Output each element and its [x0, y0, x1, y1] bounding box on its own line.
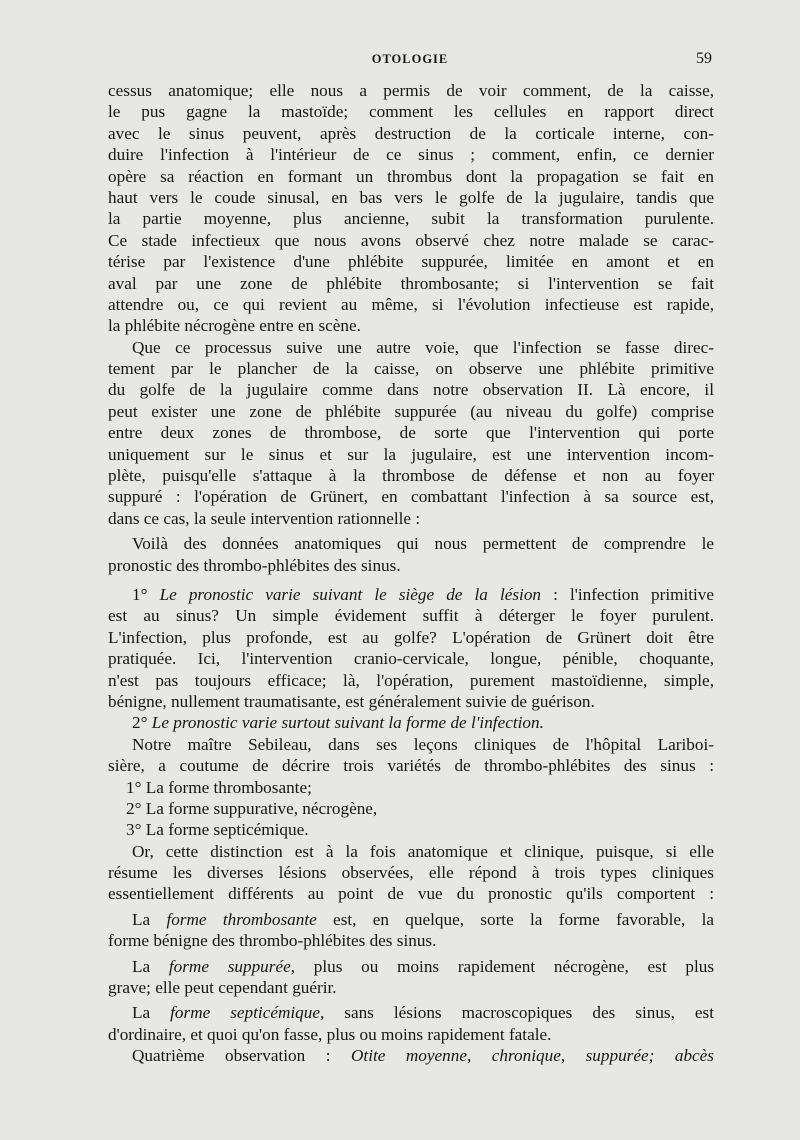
text-line: résume les diverses lésions observées, elle répond à trois types cliniques: [108, 863, 714, 883]
text-line: essentiellement différents au point de vue du pronostic qu'ils comportent :: [108, 884, 714, 904]
text-line: suppuré : l'opération de Grünert, en combattant l'infection à sa source est,: [108, 487, 714, 507]
text-line: Ce stade infectieux que nous avons observé chez notre malade se carac-: [108, 230, 714, 250]
text-line: opère sa réaction en formant un thrombus dont la propagation se fait en: [108, 166, 714, 186]
text-line: La forme septicémique, sans lésions macroscopiques des sinus, est: [132, 1003, 714, 1023]
text-line: térise par l'existence d'une phlébite suppurée, limitée en amont et en: [108, 252, 714, 272]
text-line: bénigne, nullement traumatisante, est généralement suivie de guérison.: [108, 691, 595, 711]
text-line: la partie moyenne, plus ancienne, subit la transformation purulente.: [108, 209, 714, 229]
text-line: Que ce processus suive une autre voie, que l'infection se fasse direc-: [132, 337, 714, 357]
text-line: peut exister une zone de phlébite suppurée (au niveau du golfe) comprise: [108, 401, 714, 421]
text-line: sière, a coutume de décrire trois variétés de thrombo-phlébites des sinus :: [108, 756, 714, 776]
page-number: 59: [696, 50, 712, 67]
text-line: Notre maître Sebileau, dans ses leçons cliniques de l'hôpital Lariboi-: [132, 734, 714, 754]
text-line: forme bénigne des thrombo-phlébites des sinus.: [108, 931, 437, 951]
text-line: cessus anatomique; elle nous a permis de voir comment, de la caisse,: [108, 81, 714, 100]
text-line: Voilà des données anatomiques qui nous permettent de comprendre le: [132, 534, 714, 554]
text-line: La forme thrombosante est, en quelque, sorte la forme favorable, la: [132, 909, 714, 929]
text-line: le pus gagne la mastoïde; comment les cellules en rapport direct: [108, 102, 714, 122]
text-line: pronostic des thrombo-phlébites des sinus.: [108, 555, 401, 575]
text-line: uniquement sur le sinus et sur la jugulaire, est une intervention incom-: [108, 444, 714, 464]
text-line: tement par le plancher de la caisse, on observe une phlébite primitive: [108, 359, 714, 379]
text-line: n'est pas toujours efficace; là, l'opération, purement mastoïdienne, simple,: [108, 670, 714, 690]
text-line: 2° Le pronostic varie surtout suivant la forme de l'infection.: [132, 713, 544, 733]
text-line: entre deux zones de thrombose, de sorte que l'intervention qui porte: [108, 423, 714, 443]
text-line: La forme suppurée, plus ou moins rapidement nécrogène, est plus: [132, 956, 714, 976]
text-line: est au sinus? Un simple évidement suffit à déterger le foyer purulent.: [108, 606, 714, 626]
text-line: 1° La forme thrombosante;: [126, 777, 312, 797]
text-line: duire l'infection à l'intérieur de ce sinus ; comment, enfin, ce dernier: [108, 145, 714, 165]
text-line: avec le sinus peuvent, après destruction de la corticale interne, con-: [108, 123, 714, 143]
text-line: 1° Le pronostic varie suivant le siège de la lésion : l'infection primitive: [132, 584, 714, 604]
body-text: [108, 80, 714, 1067]
text-line: d'ordinaire, et quoi qu'on fasse, plus ou moins rapidement fatale.: [108, 1024, 552, 1044]
text-line: Or, cette distinction est à la fois anatomique et clinique, puisque, si elle: [132, 841, 714, 861]
text-line: Quatrième observation : Otite moyenne, chronique, suppurée; abcès: [132, 1046, 714, 1066]
text-line: grave; elle peut cependant guérir.: [108, 978, 337, 998]
text-line: 3° La forme septicémique.: [126, 820, 309, 840]
page-header: [108, 52, 712, 72]
text-line: L'infection, plus profonde, est au golfe? L'opération de Grünert doit être: [108, 627, 714, 647]
text-line: attendre ou, ce qui revient au même, si l'évolution infectieuse est rapide,: [108, 294, 714, 314]
text-line: pratiquée. Ici, l'intervention cranio-cervicale, longue, pénible, choquante,: [108, 649, 714, 669]
text-line: dans ce cas, la seule intervention rationnelle :: [108, 508, 421, 528]
text-line: haut vers le coude sinusal, en bas vers le golfe de la jugulaire, tandis que: [108, 187, 714, 207]
text-line: 2° La forme suppurative, nécrogène,: [126, 798, 378, 818]
text-line: du golfe de la jugulaire comme dans notre observation II. Là encore, il: [108, 380, 714, 400]
text-line: plète, puisqu'elle s'attaque à la thrombose de défense et non au foyer: [108, 466, 714, 486]
text-line: aval par une zone de phlébite thrombosante; si l'intervention se fait: [108, 273, 714, 293]
running-title: OTOLOGIE: [371, 52, 449, 66]
text-line: la phlébite nécrogène entre en scène.: [108, 316, 361, 336]
